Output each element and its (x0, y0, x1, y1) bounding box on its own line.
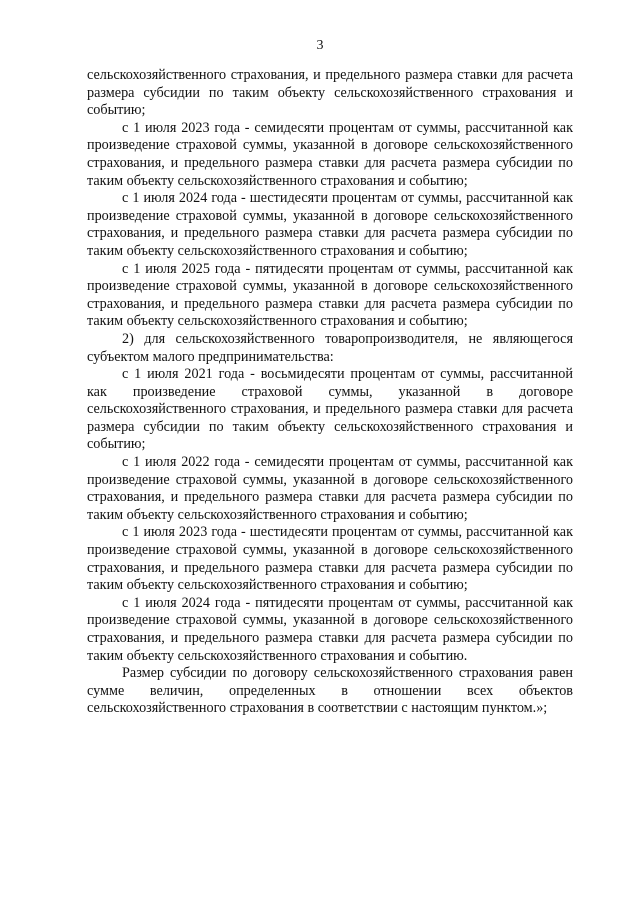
page-number: 3 (316, 38, 324, 53)
paragraph-item-2: 2) для сельскохозяйственного товаропроизводителя, не являющегося субъектом малого предпринимательства: (87, 330, 573, 365)
paragraph-continuation: сельскохозяйственного страхования, и предельного размера ставки для расчета размера субсидии по таким объекту сельскохозяйственного страхования и событию; (87, 67, 573, 119)
paragraph-2021-large: с 1 июля 2021 года - восьмидесяти процентам от суммы, рассчитанной как произведение страховой суммы, указанной в договоре сельскохозяйственного страхования, и предельного размера ставки для расчета размера субсидии по таким объекту сельскохозяйственного страхования и событию; (87, 366, 573, 453)
paragraph-2022-large: с 1 июля 2022 года - семидесяти процентам от суммы, рассчитанной как произведение страховой суммы, указанной в договоре сельскохозяйственного страхования, и предельного размера ставки для расчета размера субсидии по таким объекту сельскохозяйственного страхования и событию; (87, 454, 573, 523)
paragraph-2024-small: с 1 июля 2024 года - шестидесяти процентам от суммы, рассчитанной как произведение страховой суммы, указанной в договоре сельскохозяйственного страхования, и предельного размера ставки для расчета размера субсидии по таким объекту сельскохозяйственного страхования и событию; (87, 190, 573, 259)
document-body (87, 67, 573, 718)
paragraph-2023-small: с 1 июля 2023 года - семидесяти процентам от суммы, рассчитанной как произведение страховой суммы, указанной в договоре сельскохозяйственного страхования, и предельного размера ставки для расчета размера субсидии по таким объекту сельскохозяйственного страхования и событию; (87, 119, 573, 189)
paragraph-2025-small: с 1 июля 2025 года - пятидесяти процентам от суммы, рассчитанной как произведение страховой суммы, указанной в договоре сельскохозяйственного страхования, и предельного размера ставки для расчета размера субсидии по таким объекту сельскохозяйственного страхования и событию; (87, 260, 573, 330)
paragraph-2023-large: с 1 июля 2023 года - шестидесяти процентам от суммы, рассчитанной как произведение страховой суммы, указанной в договоре сельскохозяйственного страхования, и предельного размера ставки для расчета размера субсидии по таким объекту сельскохозяйственного страхования и событию; (87, 524, 573, 594)
paragraph-subsidy-total: Размер субсидии по договору сельскохозяйственного страхования равен сумме величин, определенных в отношении всех объектов сельскохозяйственного страхования в соответствии с настоящим пунктом.»; (87, 665, 573, 717)
paragraph-2024-large: с 1 июля 2024 года - пятидесяти процентам от суммы, рассчитанной как произведение страховой суммы, указанной в договоре сельскохозяйственного страхования, и предельного размера ставки для расчета размера субсидии по таким объекту сельскохозяйственного страхования и событию. (87, 594, 573, 664)
